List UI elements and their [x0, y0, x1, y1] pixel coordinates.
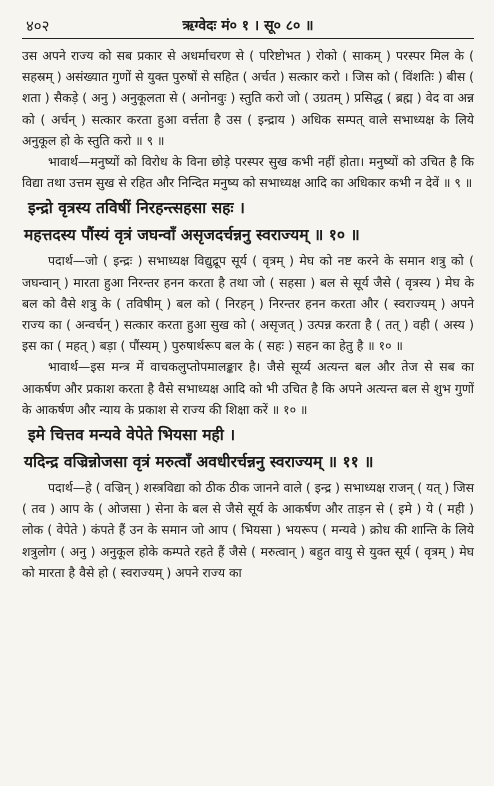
book-page	[22, 8, 474, 583]
padartha-paragraph-9-end: उस अपने राज्य को सब प्रकार से अधर्माचरण से ( परिष्टोभत ) रोको ( साकम् ) परस्पर मिल के ( सहस्रम् ) असंख्यात गुणों से युक्त पुरुषों से सहित ( अर्चत ) सत्कार करो । जिस को ( विंशतिः ) बीस ( शता ) सैकड़े ( अनु ) अनुकूलता से ( अनोनवुः ) स्तुति करो जो ( उग्रतम् ) प्रसिद्ध ( ब्रह्म ) वेद वा अन्न को ( अर्चन् ) सत्कार करता हुआ वर्त्तता है उस ( इन्द्राय ) अधिक सम्पत् वाले सभाध्यक्ष के लिये अनुकूल हो के स्तुति करो ॥ ९ ॥	[22, 48, 474, 148]
bhavartha-paragraph-10: भावार्थ—इस मन्त्र में वाचकलुप्तोपमालङ्कार है। जैसे सूर्य्य अत्यन्त बल और तेज से सब का आकर्षण और प्रकाश करता है वैसे सभाध्यक्ष आदि को भी उचित है कि अपने अत्यन्त बल से शुभ गुणों के आकर्षण और न्याय के प्रकाश से राज्य की शिक्षा करें ॥ १० ॥	[22, 359, 474, 417]
mantra-11-line-2: यदिन्द्र वज्रिन्नोजसा वृत्रं मरुत्वाँ अवधीरर्चन्ननु स्वराज्यम् ॥ ११ ॥	[24, 452, 374, 472]
padartha-paragraph-10: पदार्थ—जो ( इन्द्रः ) सभाध्यक्ष विद्युद्रूप सूर्य ( वृत्रम् ) मेघ को नष्ट करने के समान शत्रु को ( जघन्वान् ) मारता हुआ निरन्तर हनन करता है तथा जो ( सहसा ) बल से सूर्य जैसे ( वृत्रस्य ) मेघ के बल को वैसे शत्रु के ( तविषीम् ) बल को ( निरहन् ) निरन्तर हनन करता और ( स्वराज्यम् ) अपने राज्य का ( अन्वर्चन् ) सत्कार करता हुआ सुख को ( असृजत् ) उत्पन्न करता है ( तत् ) वही ( अस्य ) इस का ( महत् ) बड़ा ( पौंस्यम् ) पुरुषार्थरूप बल के ( सहः ) सहन का हेतु है ॥ १० ॥	[22, 253, 474, 354]
padartha-paragraph-11: पदार्थ—हे ( वज्रिन् ) शस्त्रविद्या को ठीक ठीक जानने वाले ( इन्द्र ) सभाध्यक्ष राजन् ( यत् ) जिस ( तव ) आप के ( ओजसा ) सेना के बल से जैसे सूर्य के आकर्षण और ताड़न से ( इमे ) ये ( मही ) लोक ( वेपेते ) कंपते हैं उन के समान जो आप ( भियसा ) भयरूप ( मन्यवे ) क्रोध की शान्ति के लिये शत्रुलोग ( अनु ) अनुकूल होके कम्पते रहते हैं जैसे ( मरुत्वान् ) बहुत वायु से युक्त सूर्य ( वृत्रम् ) मेघ को मारता है वैसे हो ( स्वराज्यम् ) अपने राज्य का	[22, 480, 474, 580]
page-number: ४०२	[26, 17, 50, 35]
mantra-10-line-1: इन्द्रो वृत्रस्य तविषीं निरहन्त्सहसा सहः ।	[28, 198, 245, 218]
bhavartha-paragraph-9: भावार्थ—मनुष्यों को विरोध के विना छोड़े परस्पर सुख कभी नहीं होता। मनुष्यों को उचित है कि विद्या तथा उत्तम सुख से रहित और निन्दित मनुष्य को सभाध्यक्ष आदि का अधिकार कभी न देवें ॥ ९ ॥	[22, 154, 474, 191]
page-body	[22, 39, 474, 583]
mantra-10-line-2: महत्तदस्य पौंस्यं वृत्रं जघन्वाँ असृजदर्चन्ननु स्वराज्यम् ॥ १० ॥	[24, 225, 360, 245]
running-title: ऋग्वेदः मं० १ । सू० ८० ॥	[182, 18, 314, 34]
page-header	[22, 8, 474, 39]
mantra-11-line-1: इमे चित्तव मन्यवे वेपेते भियसा मही ।	[28, 425, 236, 445]
